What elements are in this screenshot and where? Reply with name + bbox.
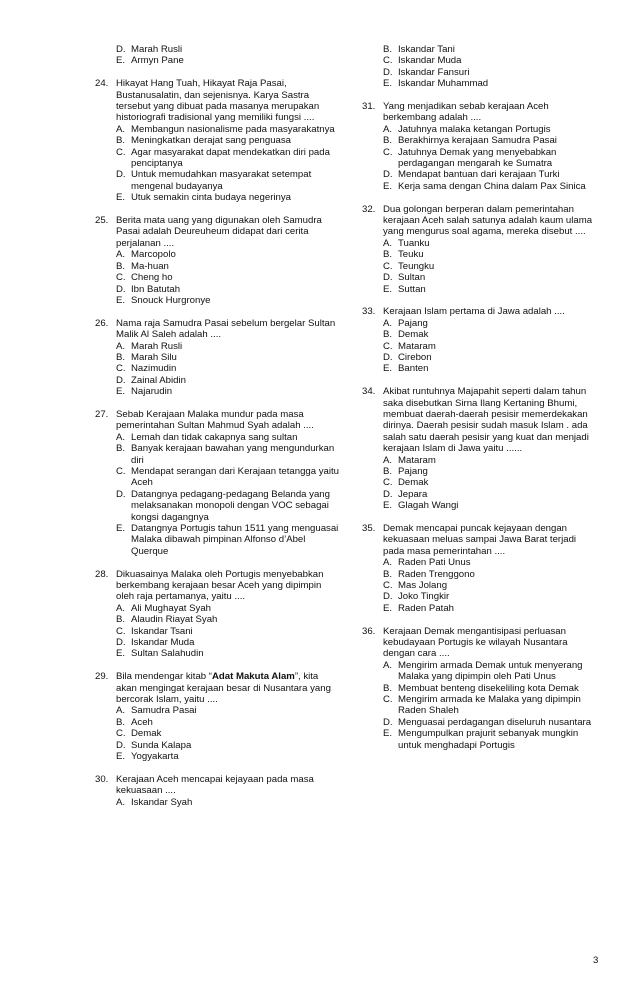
option-text: Alaudin Riayat Syah: [131, 614, 218, 626]
option-text: Ibn Batutah: [131, 283, 181, 295]
option-text: Demak: [398, 477, 429, 489]
option-letter: B.: [116, 716, 126, 728]
option-letter: B.: [116, 135, 126, 147]
answer-option: [383, 55, 598, 66]
answer-option: [116, 169, 340, 192]
answer-option: [383, 500, 598, 511]
question-number: 27.: [95, 408, 109, 420]
option-letter: C.: [116, 146, 126, 158]
question-number: 28.: [95, 568, 109, 580]
answer-option: [383, 660, 598, 683]
answer-option: [383, 67, 598, 78]
answer-option: [383, 341, 598, 352]
answer-option: [383, 489, 598, 500]
option-text: Raden Patah: [398, 602, 455, 614]
answer-option: [383, 591, 598, 602]
option-text: Agar masyarakat dapat mendekatkan diri pada penciptanya: [131, 146, 330, 170]
option-text: Armyn Pane: [131, 55, 184, 67]
continued-options: [362, 44, 598, 90]
question-number: 30.: [95, 773, 109, 785]
question-stem: Kerajaan Islam pertama di Jawa adalah ....: [383, 306, 565, 318]
answer-option: [116, 443, 340, 466]
option-letter: D.: [383, 272, 393, 284]
question-item: [362, 204, 598, 295]
option-letter: C.: [383, 340, 393, 352]
option-letter: D.: [116, 44, 126, 55]
answer-option: [116, 295, 340, 306]
question-number: 25.: [95, 215, 109, 227]
question-stem: Kerajaan Aceh mencapai kejayaan pada masa kekuasaan ....: [116, 773, 314, 797]
option-letter: B.: [116, 351, 126, 363]
option-text: Iskandar Tsani: [131, 625, 193, 637]
answer-option: [383, 78, 598, 89]
option-letter: A.: [116, 340, 126, 352]
option-text: Mengumpulkan prajurit sebanyak mungkin untuk menghadapi Portugis: [398, 728, 579, 751]
answer-option: [383, 477, 598, 488]
question-number: 35.: [362, 522, 376, 534]
answer-option: [116, 797, 340, 808]
option-text: Menguasai perdagangan diseluruh nusantara: [398, 716, 592, 728]
answer-options: [95, 44, 340, 67]
question-item: [95, 78, 340, 203]
option-letter: A.: [116, 249, 126, 261]
option-letter: A.: [116, 123, 126, 135]
question-row: [95, 671, 340, 705]
option-letter: B.: [116, 260, 126, 272]
answer-option: [383, 147, 598, 170]
answer-option: [383, 284, 598, 295]
question-row: [95, 78, 340, 124]
answer-options: [95, 124, 340, 204]
answer-option: [116, 728, 340, 739]
option-text: Zainal Abidin: [131, 374, 186, 386]
option-text: Lemah dan tidak cakapnya sang sultan: [131, 431, 298, 443]
option-text: Raden Trenggono: [398, 568, 475, 580]
question-row: [362, 386, 598, 454]
option-text: Ali Mughayat Syah: [131, 602, 211, 614]
answer-option: [116, 135, 340, 146]
page-number: 3: [593, 955, 599, 966]
option-text: Mataram: [398, 340, 436, 352]
question-row: [362, 101, 598, 124]
option-text: Untuk memudahkan masyarakat setempat mengenal budayanya: [131, 169, 312, 192]
option-letter: E.: [116, 648, 126, 660]
answer-options: [95, 797, 340, 808]
option-letter: E.: [383, 283, 393, 295]
option-text: Marah Rusli: [131, 340, 183, 352]
answer-option: [116, 375, 340, 386]
option-letter: E.: [116, 192, 126, 204]
option-text: Demak: [131, 728, 162, 740]
question-item: [362, 306, 598, 374]
option-text: Mengirim armada Demak untuk menyerang Malaka yang dipimpin oleh Pati Unus: [398, 659, 583, 683]
answer-option: [383, 318, 598, 329]
option-letter: D.: [116, 637, 126, 649]
option-text: Cheng ho: [131, 272, 173, 284]
option-text: Membangun nasionalisme pada masyarakatnya: [131, 123, 335, 135]
answer-option: [116, 705, 340, 716]
answer-option: [116, 637, 340, 648]
answer-options: [95, 432, 340, 557]
answer-options: [362, 318, 598, 375]
option-letter: D.: [383, 591, 393, 603]
question-item: [362, 386, 598, 511]
answer-option: [116, 751, 340, 762]
question-number: 36.: [362, 625, 376, 637]
question-stem: Kerajaan Demak mengantisipasi perluasan kebudayaan Portugis ke wilayah Nusantara dengan cara ....: [383, 625, 568, 660]
option-text: Glagah Wangi: [398, 500, 459, 512]
option-letter: A.: [383, 659, 393, 671]
option-text: Aceh: [131, 716, 153, 728]
option-letter: E.: [383, 602, 393, 614]
left-column: [95, 44, 340, 820]
option-text: Teuku: [398, 249, 424, 261]
answer-option: [383, 261, 598, 272]
option-text: Ma-huan: [131, 260, 169, 272]
option-text: Membuat benteng disekeliling kota Demak: [398, 682, 579, 694]
question-item: [362, 101, 598, 192]
option-text: Cirebon: [398, 351, 432, 363]
option-letter: E.: [383, 728, 393, 740]
option-letter: E.: [383, 180, 393, 192]
answer-option: [383, 728, 598, 751]
option-letter: A.: [116, 796, 126, 808]
option-text: Banten: [398, 363, 429, 375]
answer-options: [362, 660, 598, 751]
option-letter: E.: [116, 386, 126, 398]
question-item: [95, 318, 340, 398]
answer-option: [383, 603, 598, 614]
right-column: [362, 44, 598, 762]
option-letter: A.: [383, 454, 393, 466]
option-letter: B.: [383, 44, 393, 55]
option-text: Iskandar Muhammad: [398, 78, 489, 90]
question-row: [95, 569, 340, 603]
answer-option: [116, 626, 340, 637]
option-letter: B.: [383, 135, 393, 147]
option-text: Meningkatkan derajat sang penguasa: [131, 135, 292, 147]
question-row: [362, 523, 598, 557]
option-text: Iskandar Muda: [131, 637, 195, 649]
option-letter: D.: [116, 739, 126, 751]
option-letter: C.: [116, 465, 126, 477]
option-letter: E.: [116, 751, 126, 763]
option-letter: E.: [116, 55, 126, 67]
option-letter: D.: [116, 488, 126, 500]
option-letter: E.: [116, 294, 126, 306]
answer-option: [116, 124, 340, 135]
answer-options: [95, 249, 340, 306]
option-letter: B.: [116, 614, 126, 626]
question-number: 34.: [362, 386, 376, 398]
option-letter: C.: [116, 363, 126, 375]
continued-options: [95, 44, 340, 67]
option-letter: D.: [116, 283, 126, 295]
answer-option: [116, 249, 340, 260]
answer-option: [116, 341, 340, 352]
answer-option: [116, 147, 340, 170]
question-number: 29.: [95, 671, 109, 683]
answer-option: [116, 603, 340, 614]
option-text: Sultan: [398, 272, 426, 284]
answer-option: [116, 284, 340, 295]
option-text: Iskandar Fansuri: [398, 66, 470, 78]
answer-option: [116, 261, 340, 272]
option-letter: A.: [116, 705, 126, 717]
question-row: [95, 409, 340, 432]
option-text: Iskandar Muda: [398, 55, 462, 67]
option-letter: C.: [116, 272, 126, 284]
question-row: [95, 774, 340, 797]
answer-option: [383, 455, 598, 466]
question-item: [362, 626, 598, 751]
option-text: Raden Pati Unus: [398, 557, 471, 569]
option-text: Marcopolo: [131, 249, 176, 261]
question-item: [95, 774, 340, 808]
option-text: Berakhirnya kerajaan Samudra Pasai: [398, 135, 557, 147]
question-stem: Nama raja Samudra Pasai sebelum bergelar Sultan Malik Al Saleh adalah ....: [116, 317, 336, 341]
question-row: [362, 306, 598, 317]
question-row: [362, 626, 598, 660]
question-stem: Akibat runtuhnya Majapahit seperti dalam tahun saka disebutkan Sirna Ilang Kertaning Bhumi, membuat daerah-daerah pesisir memerdekakan dirinya. Daerah pesisir sudah masuk Islam . ada salah satu daerah pesisir yang kuat dan menjadi kerajaan Islam di Jawa yaitu ......: [383, 386, 589, 455]
answer-option: [383, 135, 598, 146]
option-letter: D.: [383, 169, 393, 181]
answer-option: [116, 386, 340, 397]
option-letter: C.: [383, 694, 393, 706]
question-item: [95, 569, 340, 660]
stem-text: Bila mendengar kitab “: [116, 671, 212, 683]
option-letter: C.: [383, 55, 393, 67]
answer-option: [383, 683, 598, 694]
option-text: Sunda Kalapa: [131, 739, 192, 751]
stem-text: ”, kita akan mengingat kerajaan besar di Nusantara yang bercorak Islam, yaitu ....: [116, 671, 331, 706]
option-text: Kerja sama dengan China dalam Pax Sinica: [398, 180, 586, 192]
answer-option: [383, 249, 598, 260]
answer-option: [383, 557, 598, 568]
question-stem: Hikayat Hang Tuah, Hikayat Raja Pasai, Bustanusalatin, dan sejenisnya. Karya Sastra tersebut yang dibuat pada masanya merupakan historiografi tradisional yang memiliki fungsi ....: [116, 78, 320, 124]
answer-option: [116, 44, 340, 55]
answer-option: [383, 580, 598, 591]
option-letter: A.: [116, 602, 126, 614]
answer-option: [383, 717, 598, 728]
answer-option: [383, 352, 598, 363]
option-text: Marah Rusli: [131, 44, 183, 55]
answer-option: [383, 569, 598, 580]
answer-option: [116, 466, 340, 489]
option-text: Mendapat bantuan dari kerajaan Turki: [398, 169, 560, 181]
option-text: Najarudin: [131, 386, 173, 398]
option-text: Pajang: [398, 465, 428, 477]
answer-option: [383, 466, 598, 477]
answer-option: [116, 352, 340, 363]
answer-options: [95, 705, 340, 762]
answer-option: [383, 329, 598, 340]
option-text: Yogyakarta: [131, 751, 179, 763]
option-letter: D.: [383, 716, 393, 728]
question-item: [362, 523, 598, 614]
option-text: Marah Silu: [131, 351, 177, 363]
answer-option: [116, 489, 340, 523]
option-text: Jatuhnya malaka ketangan Portugis: [398, 123, 551, 135]
option-text: Jepara: [398, 488, 428, 500]
option-text: Snouck Hurgronye: [131, 294, 211, 306]
option-letter: A.: [383, 557, 393, 569]
answer-options: [95, 603, 340, 660]
option-letter: B.: [383, 682, 393, 694]
option-letter: C.: [383, 477, 393, 489]
option-letter: D.: [116, 374, 126, 386]
answer-option: [383, 694, 598, 717]
option-letter: A.: [116, 431, 126, 443]
answer-option: [383, 124, 598, 135]
option-letter: C.: [116, 728, 126, 740]
question-stem: [116, 671, 340, 705]
question-stem: Demak mencapai puncak kejayaan dengan kekuasaan meluas sampai Jawa Barat terjadi pada masa pemerintahan ....: [383, 522, 577, 557]
option-letter: A.: [383, 237, 393, 249]
option-text: Mas Jolang: [398, 580, 448, 592]
option-letter: C.: [383, 580, 393, 592]
question-number: 26.: [95, 317, 109, 329]
option-letter: D.: [116, 169, 126, 181]
question-row: [95, 215, 340, 249]
option-text: Iskandar Tani: [398, 44, 455, 55]
answer-options: [95, 341, 340, 398]
option-text: Banyak kerajaan bawahan yang mengundurkan diri: [131, 443, 335, 466]
question-stem: Berita mata uang yang digunakan oleh Samudra Pasai adalah Deureuheum didapat dari cerita perjalanan ....: [116, 215, 322, 249]
question-stem: Sebab Kerajaan Malaka mundur pada masa pemerintahan Sultan Mahmud Syah adalah ....: [116, 408, 314, 432]
answer-options: [362, 557, 598, 614]
option-letter: A.: [383, 123, 393, 135]
option-text: Pajang: [398, 317, 428, 329]
question-row: [95, 318, 340, 341]
option-letter: E.: [383, 78, 393, 90]
answer-option: [116, 55, 340, 66]
option-letter: C.: [383, 260, 393, 272]
option-text: Mengirim armada ke Malaka yang dipimpin Raden Shaleh: [398, 694, 581, 717]
question-item: [95, 671, 340, 762]
option-letter: B.: [383, 249, 393, 261]
option-letter: D.: [383, 488, 393, 500]
answer-options: [362, 238, 598, 295]
answer-option: [383, 169, 598, 180]
question-stem: Yang menjadikan sebab kerajaan Aceh berkembang adalah ....: [383, 101, 549, 124]
answer-option: [116, 192, 340, 203]
option-text: Joko Tingkir: [398, 591, 450, 603]
option-letter: D.: [383, 351, 393, 363]
option-letter: B.: [116, 443, 126, 455]
question-item: [95, 409, 340, 557]
answer-option: [116, 648, 340, 659]
question-stem: Dua golongan berperan dalam pemerintahan kerajaan Aceh salah satunya adalah kaum ulama yang mengurus soal agama, mereka disebut ....: [383, 203, 593, 238]
option-text: Sultan Salahudin: [131, 648, 204, 660]
answer-option: [383, 181, 598, 192]
option-letter: C.: [116, 625, 126, 637]
option-text: Jatuhnya Demak yang menyebabkan perdagangan mengarah ke Sumatra: [398, 146, 557, 170]
option-text: Teungku: [398, 260, 435, 272]
answer-option: [383, 238, 598, 249]
option-letter: E.: [383, 363, 393, 375]
option-letter: E.: [383, 500, 393, 512]
option-text: Utuk semakin cinta budaya negerinya: [131, 192, 291, 204]
option-text: Demak: [398, 329, 429, 341]
answer-option: [116, 717, 340, 728]
question-stem: Dikuasainya Malaka oleh Portugis menyebabkan berkembang kerajaan besar Aceh yang dipimpin oleh raja pertamanya, yaitu ....: [116, 568, 324, 603]
question-row: [362, 204, 598, 238]
answer-option: [383, 272, 598, 283]
question-number: 24.: [95, 78, 109, 90]
answer-option: [116, 740, 340, 751]
option-text: Iskandar Syah: [131, 796, 193, 808]
option-letter: E.: [116, 523, 126, 534]
option-text: Mataram: [398, 454, 436, 466]
question-number: 31.: [362, 101, 376, 113]
answer-option: [116, 523, 340, 557]
option-text: Datangnya pedagang-pedagang Belanda yang melaksanakan monopoli dengan VOC sebagai kongsi dagangnya: [131, 488, 330, 523]
option-letter: D.: [383, 66, 393, 78]
answer-option: [116, 614, 340, 625]
answer-options: [362, 124, 598, 192]
answer-option: [383, 363, 598, 374]
option-text: Nazimudin: [131, 363, 177, 375]
question-item: [95, 215, 340, 306]
answer-option: [383, 44, 598, 55]
question-number: 33.: [362, 306, 376, 318]
option-letter: C.: [383, 146, 393, 158]
answer-option: [116, 272, 340, 283]
option-text: Mendapat serangan dari Kerajaan tetangga yaitu Aceh: [131, 465, 340, 489]
option-text: Datangnya Portugis tahun 1511 yang menguasai Malaka dibawah pimpinan Alfonso d’Abel Querque: [131, 523, 339, 557]
option-letter: B.: [383, 568, 393, 580]
option-letter: B.: [383, 329, 393, 341]
option-text: Suttan: [398, 283, 426, 295]
option-text: Tuanku: [398, 237, 430, 249]
option-letter: A.: [383, 317, 393, 329]
answer-option: [116, 432, 340, 443]
stem-bold-text: Adat Makuta Alam: [212, 671, 295, 683]
answer-option: [116, 363, 340, 374]
answer-options: [362, 455, 598, 512]
question-number: 32.: [362, 203, 376, 215]
option-text: Samudra Pasai: [131, 705, 197, 717]
answer-options: [362, 44, 598, 90]
option-letter: B.: [383, 465, 393, 477]
